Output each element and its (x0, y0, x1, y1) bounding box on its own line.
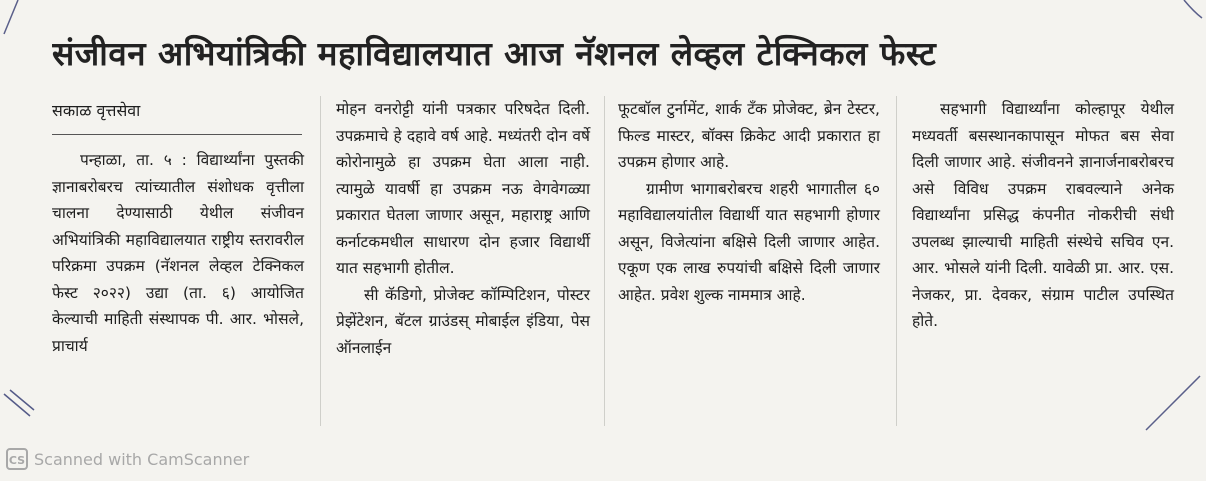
column-3-text-a: फूटबॉल टुर्नामेंट, शार्क टँक प्रोजेक्ट, ब्रेन टेस्टर, फिल्ड मास्टर, बॉक्स क्रिकेट आदी प्रकारात हा उपक्रम होणार आहे. (618, 100, 880, 171)
column-1 (52, 96, 304, 359)
headline: संजीवन अभियांत्रिकी महाविद्यालयात आज नॅशनल लेव्हल टेक्निकल फेस्ट (52, 34, 937, 73)
camscanner-icon: CS (6, 448, 28, 470)
column-2-text-a: मोहन वनरोट्टी यांनी पत्रकार परिषदेत दिली. उपक्रमाचे हे दहावे वर्ष आहे. मध्यंतरी दोन वर्षे कोरोनामुळे हा उपक्रम घेता आला नाही. त्यामुळे यावर्षी हा उपक्रम नऊ वेगवेगळ्या प्रकारात घेतला जाणार असून, महाराष्ट्र आणि कर्नाटकमधील साधारण दोन हजार विद्यार्थी यात सहभागी होतील. (336, 100, 590, 277)
pen-mark-icon (0, 0, 40, 40)
column-divider (320, 96, 321, 426)
column-2-text-b: सी कॅडिगो, प्रोजेक्ट कॉम्पिटिशन, पोस्टर प्रेझेंटेशन, बॅटल ग्राउंडस् मोबाईल इंडिया, पेस ऑनलाईन (336, 285, 590, 357)
pen-mark-icon (1140, 370, 1206, 440)
column-3-text-b: ग्रामीण भागाबरोबरच शहरी भागातील ६० महाविद्यालयांतील विद्यार्थी यात सहभागी होणार असून, विजेत्यांना बक्षिसे दिली जाणार आहेत. एकूण एक लाख रुपयांची बक्षिसे दिली जाणार आहेत. प्रवेश शुल्क नाममात्र आहे. (618, 179, 880, 304)
scanner-watermark (6, 448, 249, 470)
column-3 (618, 96, 880, 308)
byline-divider (52, 134, 302, 135)
pen-mark-icon (0, 388, 40, 428)
column-1-text: पन्हाळा, ता. ५ : विद्यार्थ्यांना पुस्तकी ज्ञानाबरोबरच त्यांच्यातील संशोधक वृत्तीला चालना देण्यासाठी येथील संजीवन अभियांत्रिकी महाविद्यालयात राष्ट्रीय स्तरावरील परिक्रमा उपक्रम (नॅशनल लेव्हल टेक्निकल फेस्ट २०२२) उद्या (ता. ६) आयोजित केल्याची माहिती संस्थापक पी. आर. भोसले, प्राचार्य (52, 151, 304, 355)
byline: सकाळ वृत्तसेवा (52, 101, 141, 120)
pen-mark-icon (1180, 0, 1206, 26)
column-divider (604, 96, 605, 426)
column-4 (912, 96, 1174, 335)
column-divider (896, 96, 897, 426)
column-2 (336, 96, 590, 361)
watermark-text: Scanned with CamScanner (34, 449, 250, 469)
column-4-text: सहभागी विद्यार्थ्यांना कोल्हापूर येथील मध्यवर्ती बसस्थानकापासून मोफत बस सेवा दिली जाणार आहे. संजीवनने ज्ञानार्जनाबरोबरच असे विविध उपक्रम राबवल्याने अनेक विद्यार्थ्यांना प्रसिद्ध कंपनीत नोकरीची संधी उपलब्ध झाल्याची माहिती संस्थेचे सचिव एन. आर. भोसले यांनी दिली. यावेळी प्रा. आर. एस. नेजकर, प्रा. देवकर, संग्राम पाटील उपस्थित होते. (912, 100, 1174, 330)
